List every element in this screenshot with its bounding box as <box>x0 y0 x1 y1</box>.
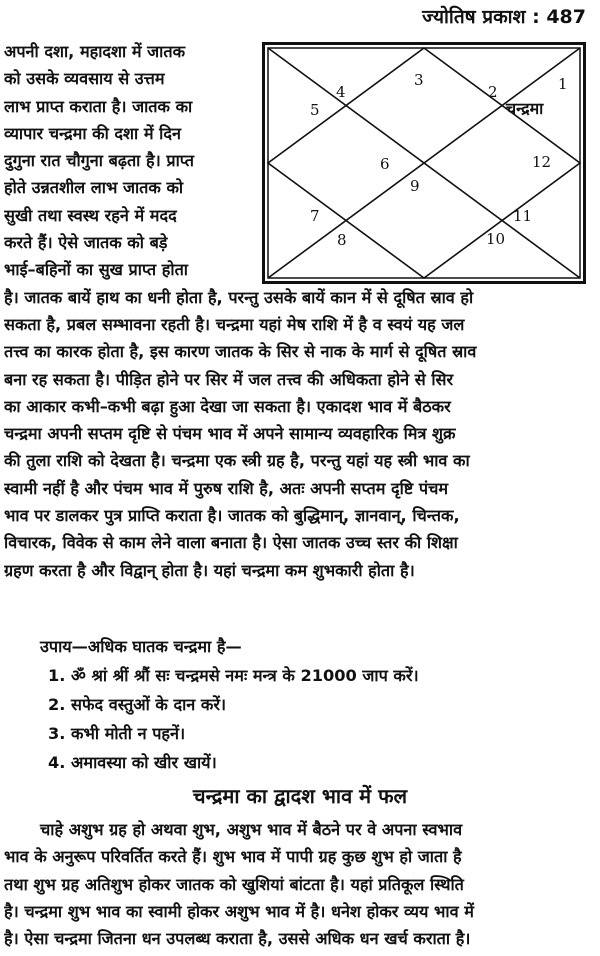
remedies-list <box>4 632 598 777</box>
text-line: को उसके व्यवसाय से उत्तम <box>4 69 165 89</box>
remedies-title: उपाय—अधिक घातक चन्द्रमा है— <box>40 637 242 656</box>
remedy-item: 1. ॐ श्रां श्रीं श्रौं सः चन्द्रमसे नमः मन्त्र के 21000 जाप करें। <box>48 666 419 685</box>
text-line: है। जातक बायें हाथ का धनी होता है, परन्तु उसके बायें कान में से दूषित स्राव हो <box>4 287 474 307</box>
text-line: का आकार कभी–कभी बढ़ा हुआ देखा जा सकता है। एकादश भाव में बैठकर <box>4 396 451 416</box>
text-line: चाहे अशुभ ग्रह हो अथवा शुभ, अशुभ भाव में बैठने पर वे अपना स्वभाव <box>40 820 463 839</box>
remedy-item: 4. अमावस्या को खीर खायें। <box>48 753 217 772</box>
section-heading: चन्द्रमा का द्वादश भाव में फल <box>192 784 408 808</box>
house-number-5: 5 <box>310 101 320 119</box>
house-number-2: 2 <box>488 83 498 101</box>
text-line: भाव पर डालकर पुत्र प्राप्ति कराता है। जातक को बुद्धिमान्, ज्ञानवान्, चिन्तक, <box>4 506 460 526</box>
text-line: भाई–बहिनों का सुख प्राप्त होता <box>4 260 188 280</box>
text-line: करते हैं। ऐसे जातक को बड़े <box>4 233 168 253</box>
house-number-6: 6 <box>380 155 390 173</box>
remedy-item: 2. सफेद वस्तुओं के दान करें। <box>48 695 227 714</box>
house-number-9: 9 <box>410 177 420 195</box>
remedy-item: 3. कभी मोती न पहनें। <box>48 724 186 743</box>
text-line: बना रह सकता है। पीड़ित होने पर सिर में जल तत्त्व की अधिकता होने से सिर <box>4 369 454 389</box>
house-number-12: 12 <box>532 153 552 171</box>
text-line: है। चन्द्रमा शुभ भाव का स्वामी होकर अशुभ भाव में है। धनेश होकर व्यय भाव में <box>4 901 474 921</box>
house-number-3: 3 <box>414 71 424 89</box>
house-number-11: 11 <box>513 207 533 225</box>
text-line: दुगुना रात चौगुना बढ़ता है। प्राप्त <box>4 151 194 171</box>
text-line: विचारक, विवेक से काम लेने वाला बनाता है। ऐसा जातक उच्च स्तर की शिक्षा <box>4 533 458 553</box>
text-line: तथा शुभ ग्रह अतिशुभ होकर जातक को खुशियां बांटता है। यहां प्रतिकूल स्थिति <box>4 874 464 894</box>
text-line: सुखी तथा स्वस्थ रहने में मदद <box>4 205 177 225</box>
text-line: की तुला राशि को देखता है। चन्द्रमा एक स्त्री ग्रह है, परन्तु यहां यह स्त्री भाव का <box>4 451 470 471</box>
text-line: व्यापार चन्द्रमा की दशा में दिन <box>4 123 181 143</box>
planet-moon-label: चन्द्रमा <box>506 99 544 118</box>
text-line: अपनी दशा, महादशा में जातक <box>4 42 186 61</box>
text-line: है। ऐसा चन्द्रमा जितना धन उपलब्ध कराता है, उससे अधिक धन खर्च कराता है। <box>4 929 471 949</box>
text-line: होते उन्नतशील लाभ जातक को <box>4 178 184 198</box>
house-number-4: 4 <box>336 83 346 101</box>
body-paragraph-2 <box>4 816 598 952</box>
running-header: ज्योतिष प्रकाश : 487 <box>422 6 586 28</box>
text-line: चन्द्रमा अपनी सप्तम दृष्टि से पंचम भाव में अपने सामान्य व्यवहारिक मित्र शुक्र <box>4 424 456 444</box>
text-line: ग्रहण करता है और विद्वान् होता है। यहां चन्द्रमा कम शुभकारी होता है। <box>4 560 415 580</box>
house-number-1: 1 <box>558 75 568 93</box>
body-paragraph-1 <box>4 38 598 584</box>
text-line: सकता है, प्रबल सम्भावना रहती है। चन्द्रमा यहां मेष राशि में है व स्वयं यह जल <box>4 314 465 334</box>
text-line: तत्त्व का कारक होता है, इस कारण जातक के सिर से नाक के मार्ग से दूषित स्राव <box>4 342 477 362</box>
house-number-8: 8 <box>337 231 347 249</box>
house-number-10: 10 <box>486 230 506 248</box>
text-line: भाव के अनुरूप परिवर्तित करते हैं। शुभ भाव में पापी ग्रह कुछ शुभ हो जाता है <box>4 847 462 867</box>
text-line: स्वामी नहीं है और पंचम भाव में पुरुष राशि है, अतः अपनी सप्तम दृष्टि पंचम <box>4 478 449 498</box>
text-line: लाभ प्राप्त कराता है। जातक का <box>4 96 193 116</box>
house-number-7: 7 <box>310 207 320 225</box>
